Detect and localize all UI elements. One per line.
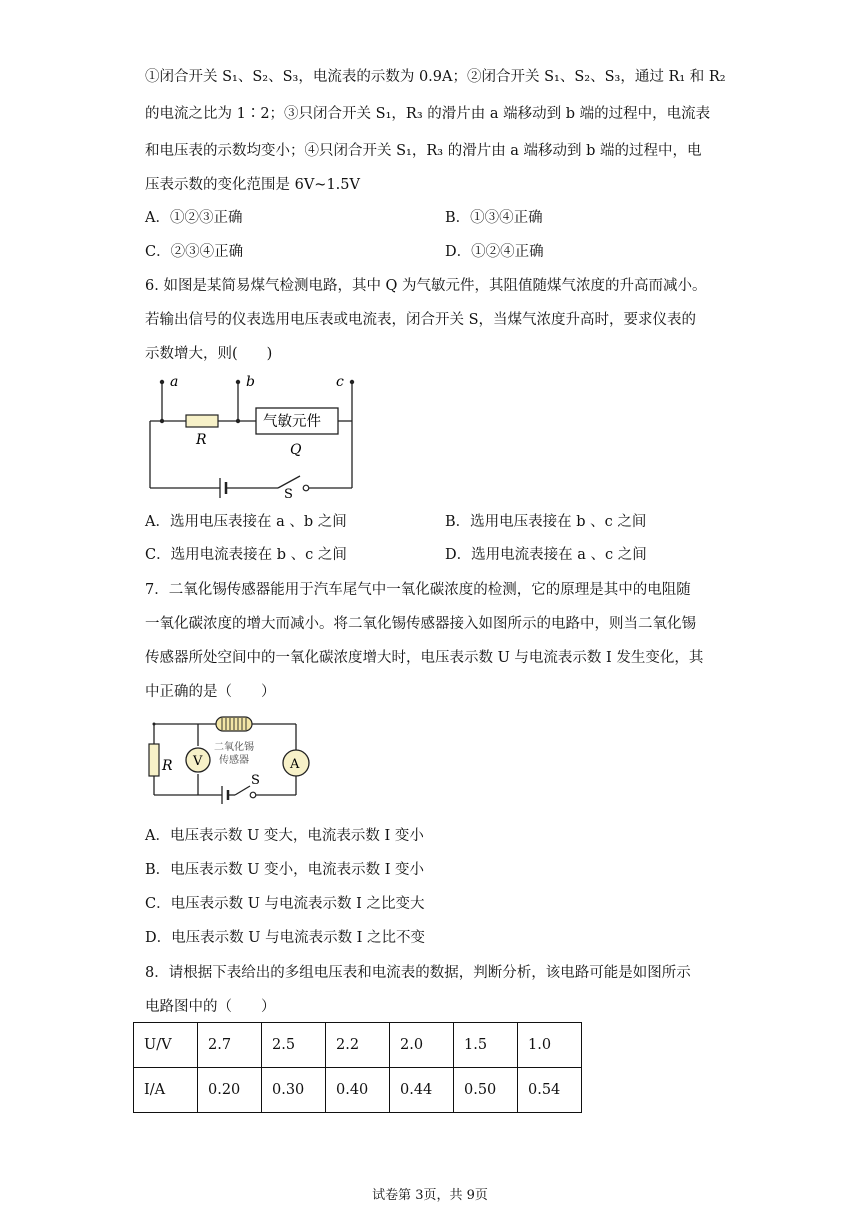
q5-line-4: 压表示数的变化范围是 6V~1.5V (145, 177, 360, 193)
sensor-label-line2: 传感器 (219, 755, 249, 766)
table-cell: 0.50 (454, 1068, 518, 1113)
q7-line-2: 一氧化碳浓度的增大而减小。将二氧化锡传感器接入如图所示的电路中，则当二氧化锡 (145, 616, 696, 632)
q6-line-1: 6. 如图是某简易煤气检测电路，其中 Q 为气敏元件，其阻值随煤气浓度的升高而减小。 (145, 278, 707, 294)
table-cell: 1.5 (454, 1023, 518, 1068)
q6-option-a[interactable]: A．选用电压表接在 a 、b 之间 (145, 514, 347, 530)
table-cell: 0.20 (198, 1068, 262, 1113)
q5-option-c[interactable]: C．②③④正确 (145, 244, 244, 260)
table-row-current (134, 1068, 582, 1113)
q6-option-d[interactable]: D．选用电流表接在 a 、c 之间 (445, 547, 647, 563)
q6-option-c[interactable]: C．选用电流表接在 b 、c 之间 (145, 547, 347, 563)
q7-option-c[interactable]: C．电压表示数 U 与电流表示数 I 之比变大 (145, 896, 425, 912)
voltmeter-label: V (193, 754, 203, 769)
page-footer: 试卷第 3页，共 9页 (372, 1188, 488, 1203)
q6-line-2: 若输出信号的仪表选用电压表或电流表，闭合开关 S，当煤气浓度升高时，要求仪表的 (145, 312, 697, 328)
table-cell: 0.30 (262, 1068, 326, 1113)
q7-option-a[interactable]: A．电压表示数 U 变大，电流表示数 I 变小 (145, 828, 424, 844)
table-header-u: U/V (134, 1023, 198, 1068)
table-cell: 0.40 (326, 1068, 390, 1113)
switch-s-label: S (251, 773, 260, 788)
q5-option-a[interactable]: A．①②③正确 (145, 210, 243, 226)
terminal-b-label: b (246, 374, 255, 390)
table-cell: 2.7 (198, 1023, 262, 1068)
q7-line-3: 传感器所处空间中的一氧化碳浓度增大时，电压表示数 U 与电流表示数 I 发生变化，其 (145, 650, 704, 666)
q7-line-4: 中正确的是（ ） (145, 684, 276, 700)
q6-line-3: 示数增大，则( ) (145, 346, 273, 362)
table-cell: 0.44 (390, 1068, 454, 1113)
sensor-label-line1: 二氧化锡 (214, 742, 254, 753)
terminal-c-label: c (336, 374, 344, 390)
q6-option-b[interactable]: B．选用电压表接在 b 、c 之间 (445, 514, 647, 530)
table-header-i: I/A (134, 1068, 198, 1113)
ammeter-label: A (290, 757, 300, 772)
table-row-voltage (134, 1023, 582, 1068)
q8-data-table (133, 1022, 582, 1113)
q7-option-d[interactable]: D．电压表示数 U 与电流表示数 I 之比不变 (145, 930, 426, 946)
q5-line-2: 的电流之比为 1∶2；③只闭合开关 S₁，R₃ 的滑片由 a 端移动到 b 端的过程中，电流表 (145, 106, 711, 122)
terminal-a-label: a (170, 374, 179, 390)
q8-line-2: 电路图中的（ ） (145, 999, 276, 1015)
table-cell: 0.54 (518, 1068, 582, 1113)
table-cell: 2.5 (262, 1023, 326, 1068)
q7-option-b[interactable]: B．电压表示数 U 变小，电流表示数 I 变小 (145, 862, 425, 878)
table-cell: 2.2 (326, 1023, 390, 1068)
resistor-r-label: R (162, 758, 173, 774)
q5-line-3: 和电压表的示数均变小；④只闭合开关 S₁，R₃ 的滑片由 a 端移动到 b 端的过程中，电 (145, 143, 702, 159)
q6-circuit-diagram (140, 368, 370, 503)
gas-sensor-label: 气敏元件 (263, 414, 321, 430)
table-cell: 2.0 (390, 1023, 454, 1068)
switch-s-label: S (284, 487, 293, 502)
q8-line-1: 8．请根据下表给出的多组电压表和电流表的数据，判断分析，该电路可能是如图所示 (145, 965, 691, 981)
q-label: Q (290, 442, 302, 458)
q5-option-b[interactable]: B．①③④正确 (445, 210, 543, 226)
q5-line-1: ①闭合开关 S₁、S₂、S₃，电流表的示数为 0.9A；②闭合开关 S₁、S₂、S₃，通过 R₁ 和 R₂ (145, 69, 726, 85)
table-cell: 1.0 (518, 1023, 582, 1068)
q5-option-d[interactable]: D．①②④正确 (445, 244, 544, 260)
resistor-r-label: R (196, 432, 207, 448)
q7-circuit-diagram (140, 712, 320, 807)
q7-line-1: 7．二氧化锡传感器能用于汽车尾气中一氧化碳浓度的检测，它的原理是其中的电阻随 (145, 582, 691, 598)
